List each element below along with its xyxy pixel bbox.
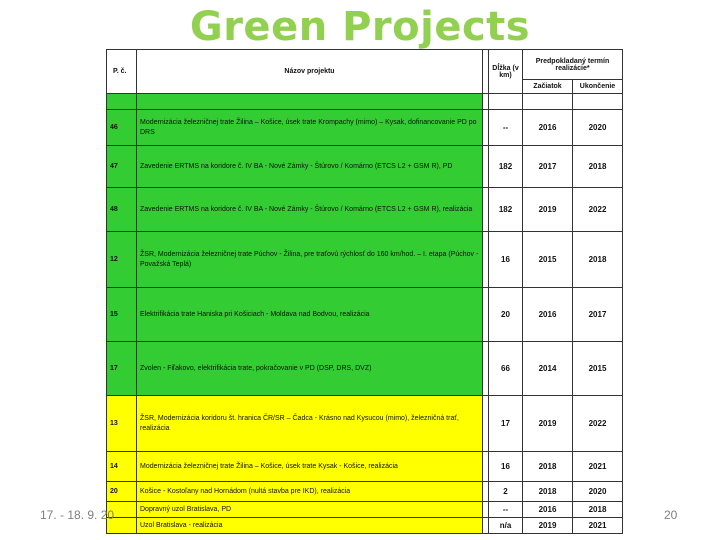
table-row <box>107 502 623 518</box>
project-start: 2018 <box>523 482 573 502</box>
project-start: 2019 <box>523 518 573 534</box>
spacer-cell <box>107 94 137 110</box>
project-length: 2 <box>489 482 523 502</box>
row-number: 14 <box>107 452 137 482</box>
spacer-cell <box>137 94 483 110</box>
project-length: -- <box>489 502 523 518</box>
table-row <box>107 342 623 396</box>
row-number: 48 <box>107 188 137 232</box>
project-end: 2017 <box>573 288 623 342</box>
project-name: Dopravný uzol Bratislava, PD <box>137 502 483 518</box>
table-row <box>107 110 623 146</box>
project-length: 20 <box>489 288 523 342</box>
row-number: 47 <box>107 146 137 188</box>
spacer-cell <box>489 94 523 110</box>
project-name: Zvolen - Fiľakovo, elektrifikácia trate, pokračovanie v PD (DSP, DRS, DVZ) <box>137 342 483 396</box>
header-start: Začiatok <box>523 80 573 94</box>
header-no: P. č. <box>107 50 137 94</box>
page-number: 20 <box>664 508 678 522</box>
row-number: 17 <box>107 342 137 396</box>
row-number: 15 <box>107 288 137 342</box>
project-length: 16 <box>489 232 523 288</box>
project-length: 182 <box>489 146 523 188</box>
project-start: 2019 <box>523 396 573 452</box>
project-length: 182 <box>489 188 523 232</box>
project-start: 2019 <box>523 188 573 232</box>
project-name: ŽSR, Modernizácia železničnej trate Púchov - Žilina, pre traťovú rýchlosť do 160 km/hod. – I. etapa (Púchov - Považská Teplá) <box>137 232 483 288</box>
row-number: 13 <box>107 396 137 452</box>
footer-date: 17. - 18. 9. 20 <box>40 508 115 522</box>
project-start: 2016 <box>523 502 573 518</box>
project-length: n/a <box>489 518 523 534</box>
table-row <box>107 146 623 188</box>
table-row <box>107 288 623 342</box>
header-term: Predpokladaný termín realizácie* <box>523 50 623 80</box>
project-end: 2018 <box>573 232 623 288</box>
spacer-cell <box>523 94 573 110</box>
project-end: 2022 <box>573 188 623 232</box>
project-length: 16 <box>489 452 523 482</box>
project-length: 17 <box>489 396 523 452</box>
project-end: 2021 <box>573 518 623 534</box>
header-end: Ukončenie <box>573 80 623 94</box>
project-start: 2016 <box>523 288 573 342</box>
project-name: Košice - Kostoľany nad Hornádom (nultá stavba pre IKD), realizácia <box>137 482 483 502</box>
row-number: 12 <box>107 232 137 288</box>
project-name: Modernizácia železničnej trate Žilina – Košice, úsek trate Krompachy (mimo) – Kysak, dofinancovanie PD po DRS <box>137 110 483 146</box>
project-end: 2021 <box>573 452 623 482</box>
project-end: 2018 <box>573 502 623 518</box>
project-length: 66 <box>489 342 523 396</box>
project-name: Zavedenie ERTMS na koridore č. IV BA - Nové Zámky - Štúrovo / Komárno (ETCS L2 + GSM R), PD <box>137 146 483 188</box>
header-name: Názov projektu <box>137 50 483 94</box>
project-length: -- <box>489 110 523 146</box>
project-start: 2016 <box>523 110 573 146</box>
project-end: 2020 <box>573 110 623 146</box>
header-row-1 <box>107 50 623 80</box>
row-number: 46 <box>107 110 137 146</box>
project-end: 2022 <box>573 396 623 452</box>
project-start: 2014 <box>523 342 573 396</box>
project-start: 2017 <box>523 146 573 188</box>
table-row <box>107 396 623 452</box>
project-name: Uzol Bratislava - realizácia <box>137 518 483 534</box>
row-number: 20 <box>107 482 137 502</box>
project-name: Modernizácia železničnej trate Žilina – Košice, úsek trate Kysak - Košice, realizácia <box>137 452 483 482</box>
project-start: 2018 <box>523 452 573 482</box>
project-end: 2015 <box>573 342 623 396</box>
table-row <box>107 232 623 288</box>
project-name: Elektrifikácia trate Haniska pri Košiciach - Moldava nad Bodvou, realizácia <box>137 288 483 342</box>
slide-title: Green Projects <box>189 4 531 50</box>
project-end: 2020 <box>573 482 623 502</box>
project-name: ŽSR, Modernizácia koridoru št. hranica ČR/SR – Čadca - Krásno nad Kysucou (mimo), železničná trať, realizácia <box>137 396 483 452</box>
header-length: Dĺžka (v km) <box>489 50 523 94</box>
project-end: 2018 <box>573 146 623 188</box>
table-row <box>107 452 623 482</box>
project-start: 2015 <box>523 232 573 288</box>
spacer-row <box>107 94 623 110</box>
table-row <box>107 188 623 232</box>
projects-table <box>106 49 623 534</box>
project-name: Zavedenie ERTMS na koridore č. IV BA - Nové Zámky - Štúrovo / Komárno (ETCS L2 + GSM R), realizácia <box>137 188 483 232</box>
table-row <box>107 518 623 534</box>
spacer-cell <box>573 94 623 110</box>
table-row <box>107 482 623 502</box>
